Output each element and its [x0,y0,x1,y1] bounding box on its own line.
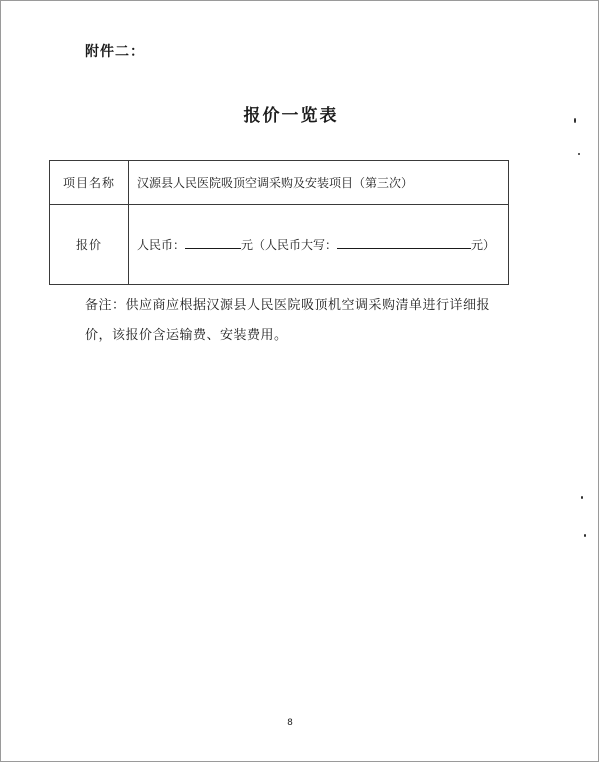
yuan-uppercase-label: 元（人民币大写： [241,238,338,252]
note-line-2: 价，该报价含运输费、安装费用。 [85,328,288,343]
project-name-header: 项目名称 [50,161,129,205]
note-paragraph [85,291,515,351]
rmb-amount-blank[interactable] [185,236,241,249]
quote-table [49,160,509,285]
rmb-uppercase-blank[interactable] [337,236,471,249]
table-row-project-name [50,161,509,205]
project-name-value: 汉源县人民医院吸顶空调采购及安装项目（第三次） [129,161,509,205]
scan-speck [578,153,580,155]
yuan-close-label: 元） [471,238,496,252]
quote-header: 报价 [50,205,129,285]
scan-speck [584,534,586,537]
attachment-label: 附件二： [85,44,145,60]
table-row-quote [50,205,509,285]
scan-speck [581,496,583,499]
note-line-1: 备注：供应商应根据汉源县人民医院吸顶机空调采购清单进行详细报 [85,298,491,313]
rmb-label: 人民币： [137,238,186,252]
page-title: 报价一览表 [243,106,339,126]
quote-value-cell [129,205,509,285]
page-number: 8 [287,718,293,728]
scan-speck [574,118,576,123]
